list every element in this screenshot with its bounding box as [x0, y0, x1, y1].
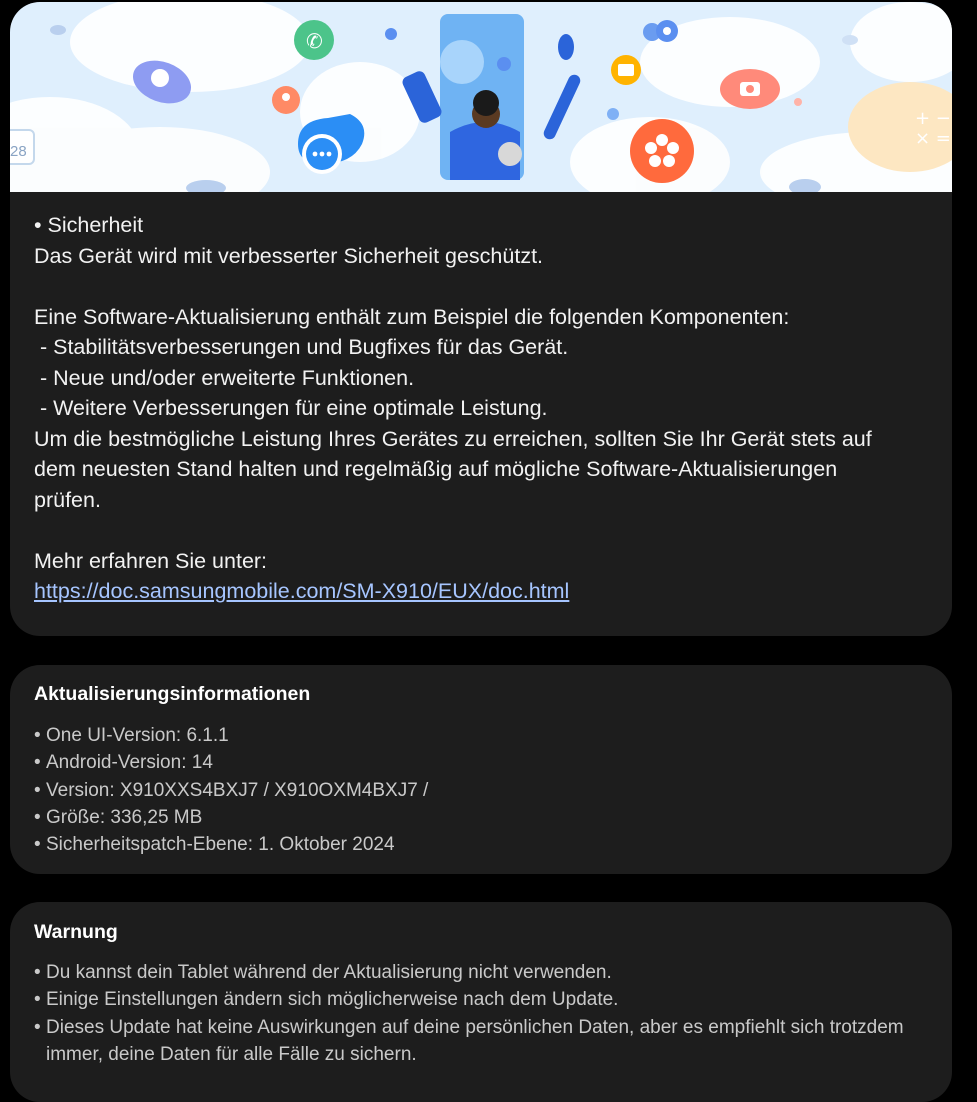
- notes-line: Mehr erfahren Sie unter:: [34, 548, 268, 573]
- svg-text:+ −: + −: [915, 108, 951, 129]
- list-item: • Version: X910XXS4BXJ7 / X910OXM4BXJ7 /: [34, 777, 934, 804]
- notes-spacer: [34, 515, 934, 546]
- phone-app-icon: [294, 20, 334, 60]
- update-banner-illustration: [10, 2, 952, 192]
- dot-decoration: [385, 28, 397, 40]
- update-info-list: [34, 722, 934, 858]
- folder-icon: [611, 55, 641, 85]
- banner-illustration-svg: [10, 2, 952, 192]
- warning-list: [34, 959, 934, 1068]
- notes-line: prüfen.: [34, 487, 101, 512]
- cloud-decoration: [842, 35, 858, 45]
- notes-line: Eine Software-Aktualisierung enthält zum Beispiel die folgenden Komponenten:: [34, 304, 790, 329]
- list-item: • Sicherheitspatch-Ebene: 1. Oktober 2024: [34, 831, 934, 858]
- notes-spacer: [34, 271, 934, 302]
- notes-line: Das Gerät wird mit verbesserter Sicherheit geschützt.: [34, 243, 544, 268]
- person-with-phone-illustration: [401, 14, 583, 180]
- contact-icon: [272, 86, 300, 114]
- svg-text:✆: ✆: [306, 29, 323, 53]
- notes-line: - Weitere Verbesserungen für eine optimale Leistung.: [34, 396, 548, 420]
- svg-text:28: 28: [10, 143, 27, 160]
- list-item: • Dieses Update hat keine Auswirkungen auf deine persönlichen Daten, aber es empfiehlt sich trotzdem immer, deine Daten für alle Fälle zu sichern.: [34, 1014, 934, 1069]
- camera-icon: [720, 69, 780, 109]
- list-item: • Einige Einstellungen ändern sich möglicherweise nach dem Update.: [34, 986, 934, 1013]
- list-item: • Größe: 336,25 MB: [34, 804, 934, 831]
- notes-line: Um die bestmögliche Leistung Ihres Gerätes zu erreichen, sollten Sie Ihr Gerät stets auf: [34, 426, 872, 451]
- release-notes-card: [10, 2, 952, 636]
- svg-text:× =: × =: [915, 128, 951, 149]
- calendar-icon: [10, 130, 34, 164]
- notes-line: - Neue und/oder erweiterte Funktionen.: [34, 365, 415, 390]
- dot-decoration: [607, 108, 619, 120]
- notes-line: • Sicherheit: [34, 213, 144, 237]
- notes-line: dem neuesten Stand halten und regelmäßig auf mögliche Software-Aktualisierungen: [34, 457, 838, 481]
- dot-decoration: [794, 98, 802, 106]
- list-item: • One UI-Version: 6.1.1: [34, 722, 934, 749]
- notes-line: - Stabilitätsverbesserungen und Bugfixes für das Gerät.: [34, 335, 569, 359]
- list-item: • Du kannst dein Tablet während der Aktualisierung nicht verwenden.: [34, 959, 934, 986]
- list-item: • Android-Version: 14: [34, 749, 934, 776]
- documentation-link[interactable]: https://doc.samsungmobile.com/SM-X910/EUX/doc.html: [34, 579, 570, 603]
- update-info-card: [10, 665, 952, 874]
- gallery-flower-icon: [630, 119, 694, 183]
- warning-card: [10, 902, 952, 1102]
- warning-title: Warnung: [34, 921, 118, 943]
- update-info-title: Aktualisierungsinformationen: [34, 683, 311, 705]
- gear-icon: [656, 20, 678, 42]
- release-notes-text: [34, 210, 934, 607]
- cloud-decoration: [50, 25, 66, 35]
